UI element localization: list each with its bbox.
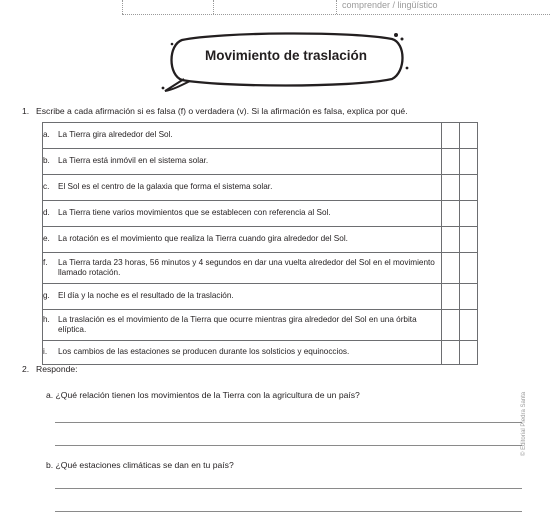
answer-box[interactable] — [460, 123, 478, 149]
question-2b: b. ¿Qué estaciones climáticas se dan en tu país? — [46, 460, 234, 470]
answer-box[interactable] — [460, 310, 478, 341]
question-2-instruction — [22, 364, 78, 375]
answer-line[interactable] — [55, 422, 522, 423]
header-rule — [122, 14, 550, 15]
answer-box[interactable] — [442, 253, 460, 284]
statement-letter: d. — [43, 208, 50, 218]
statement-cell — [43, 253, 442, 284]
statement-row — [43, 201, 478, 227]
statement-text: La traslación es el movimiento de la Tierra que ocurre mientras gira alrededor del Sol en una órbita elíptica. — [58, 314, 417, 334]
answer-box[interactable] — [442, 201, 460, 227]
statement-cell — [43, 123, 442, 149]
header-divider — [122, 0, 123, 14]
answer-box[interactable] — [460, 175, 478, 201]
header-divider — [213, 0, 214, 14]
statement-row — [43, 310, 478, 341]
statement-cell — [43, 341, 442, 365]
answer-box[interactable] — [442, 123, 460, 149]
statement-text: La Tierra está inmóvil en el sistema solar. — [58, 156, 209, 166]
question-text: Responde: — [36, 364, 78, 374]
statement-letter: c. — [43, 182, 50, 192]
statement-letter: b. — [43, 156, 50, 166]
header-divider — [336, 0, 337, 14]
page-title: Movimiento de traslación — [204, 48, 368, 63]
statement-row — [43, 227, 478, 253]
statement-row — [43, 149, 478, 175]
title-bubble — [160, 30, 412, 92]
statement-cell — [43, 227, 442, 253]
header-strip — [0, 0, 550, 16]
statement-text: La Tierra gira alrededor del Sol. — [58, 130, 173, 140]
statement-text: La Tierra tiene varios movimientos que se establecen con referencia al Sol. — [58, 208, 331, 218]
question-number: 1. — [22, 106, 30, 116]
question-number: 2. — [22, 364, 30, 374]
statement-cell — [43, 201, 442, 227]
statement-cell — [43, 175, 442, 201]
answer-box[interactable] — [442, 175, 460, 201]
question-1-instruction — [22, 106, 408, 117]
answer-box[interactable] — [460, 284, 478, 310]
statement-letter: h. — [43, 314, 50, 324]
statement-row — [43, 284, 478, 310]
statement-letter: i. — [43, 347, 48, 357]
statement-letter: a. — [43, 130, 50, 140]
publisher-credit: © Editorial Piedra Santa — [521, 391, 527, 456]
true-false-table — [42, 122, 478, 365]
answer-box[interactable] — [460, 253, 478, 284]
question-2a: a. ¿Qué relación tienen los movimientos de la Tierra con la agricultura de un país? — [46, 390, 360, 400]
skill-caption: comprender / lingüístico — [342, 0, 438, 10]
answer-line[interactable] — [55, 445, 522, 446]
statement-letter: f. — [43, 257, 48, 267]
answer-line[interactable] — [55, 488, 522, 489]
statement-cell — [43, 284, 442, 310]
answer-box[interactable] — [460, 341, 478, 365]
answer-line[interactable] — [55, 511, 522, 512]
statement-letter: e. — [43, 234, 50, 244]
statement-row — [43, 253, 478, 284]
answer-box[interactable] — [460, 201, 478, 227]
answer-box[interactable] — [442, 310, 460, 341]
statement-row — [43, 175, 478, 201]
statement-row — [43, 341, 478, 365]
answer-box[interactable] — [460, 227, 478, 253]
statement-cell — [43, 149, 442, 175]
answer-box[interactable] — [442, 149, 460, 175]
statement-text: La Tierra tarda 23 horas, 56 minutos y 4 segundos en dar una vuelta alrededor del Sol en el movimiento llamado rotación. — [58, 257, 435, 277]
answer-box[interactable] — [460, 149, 478, 175]
statement-text: Los cambios de las estaciones se producen durante los solsticios y equinoccios. — [58, 347, 350, 357]
answer-box[interactable] — [442, 341, 460, 365]
question-text: Escribe a cada afirmación si es falsa (f) o verdadera (v). Si la afirmación es falsa, explica por qué. — [36, 106, 408, 116]
statement-text: La rotación es el movimiento que realiza la Tierra cuando gira alrededor del Sol. — [58, 234, 348, 244]
statement-cell — [43, 310, 442, 341]
answer-box[interactable] — [442, 227, 460, 253]
statement-letter: g. — [43, 291, 50, 301]
statement-text: El día y la noche es el resultado de la traslación. — [58, 291, 234, 301]
answer-box[interactable] — [442, 284, 460, 310]
statement-text: El Sol es el centro de la galaxia que forma el sistema solar. — [58, 182, 273, 192]
statement-row — [43, 123, 478, 149]
